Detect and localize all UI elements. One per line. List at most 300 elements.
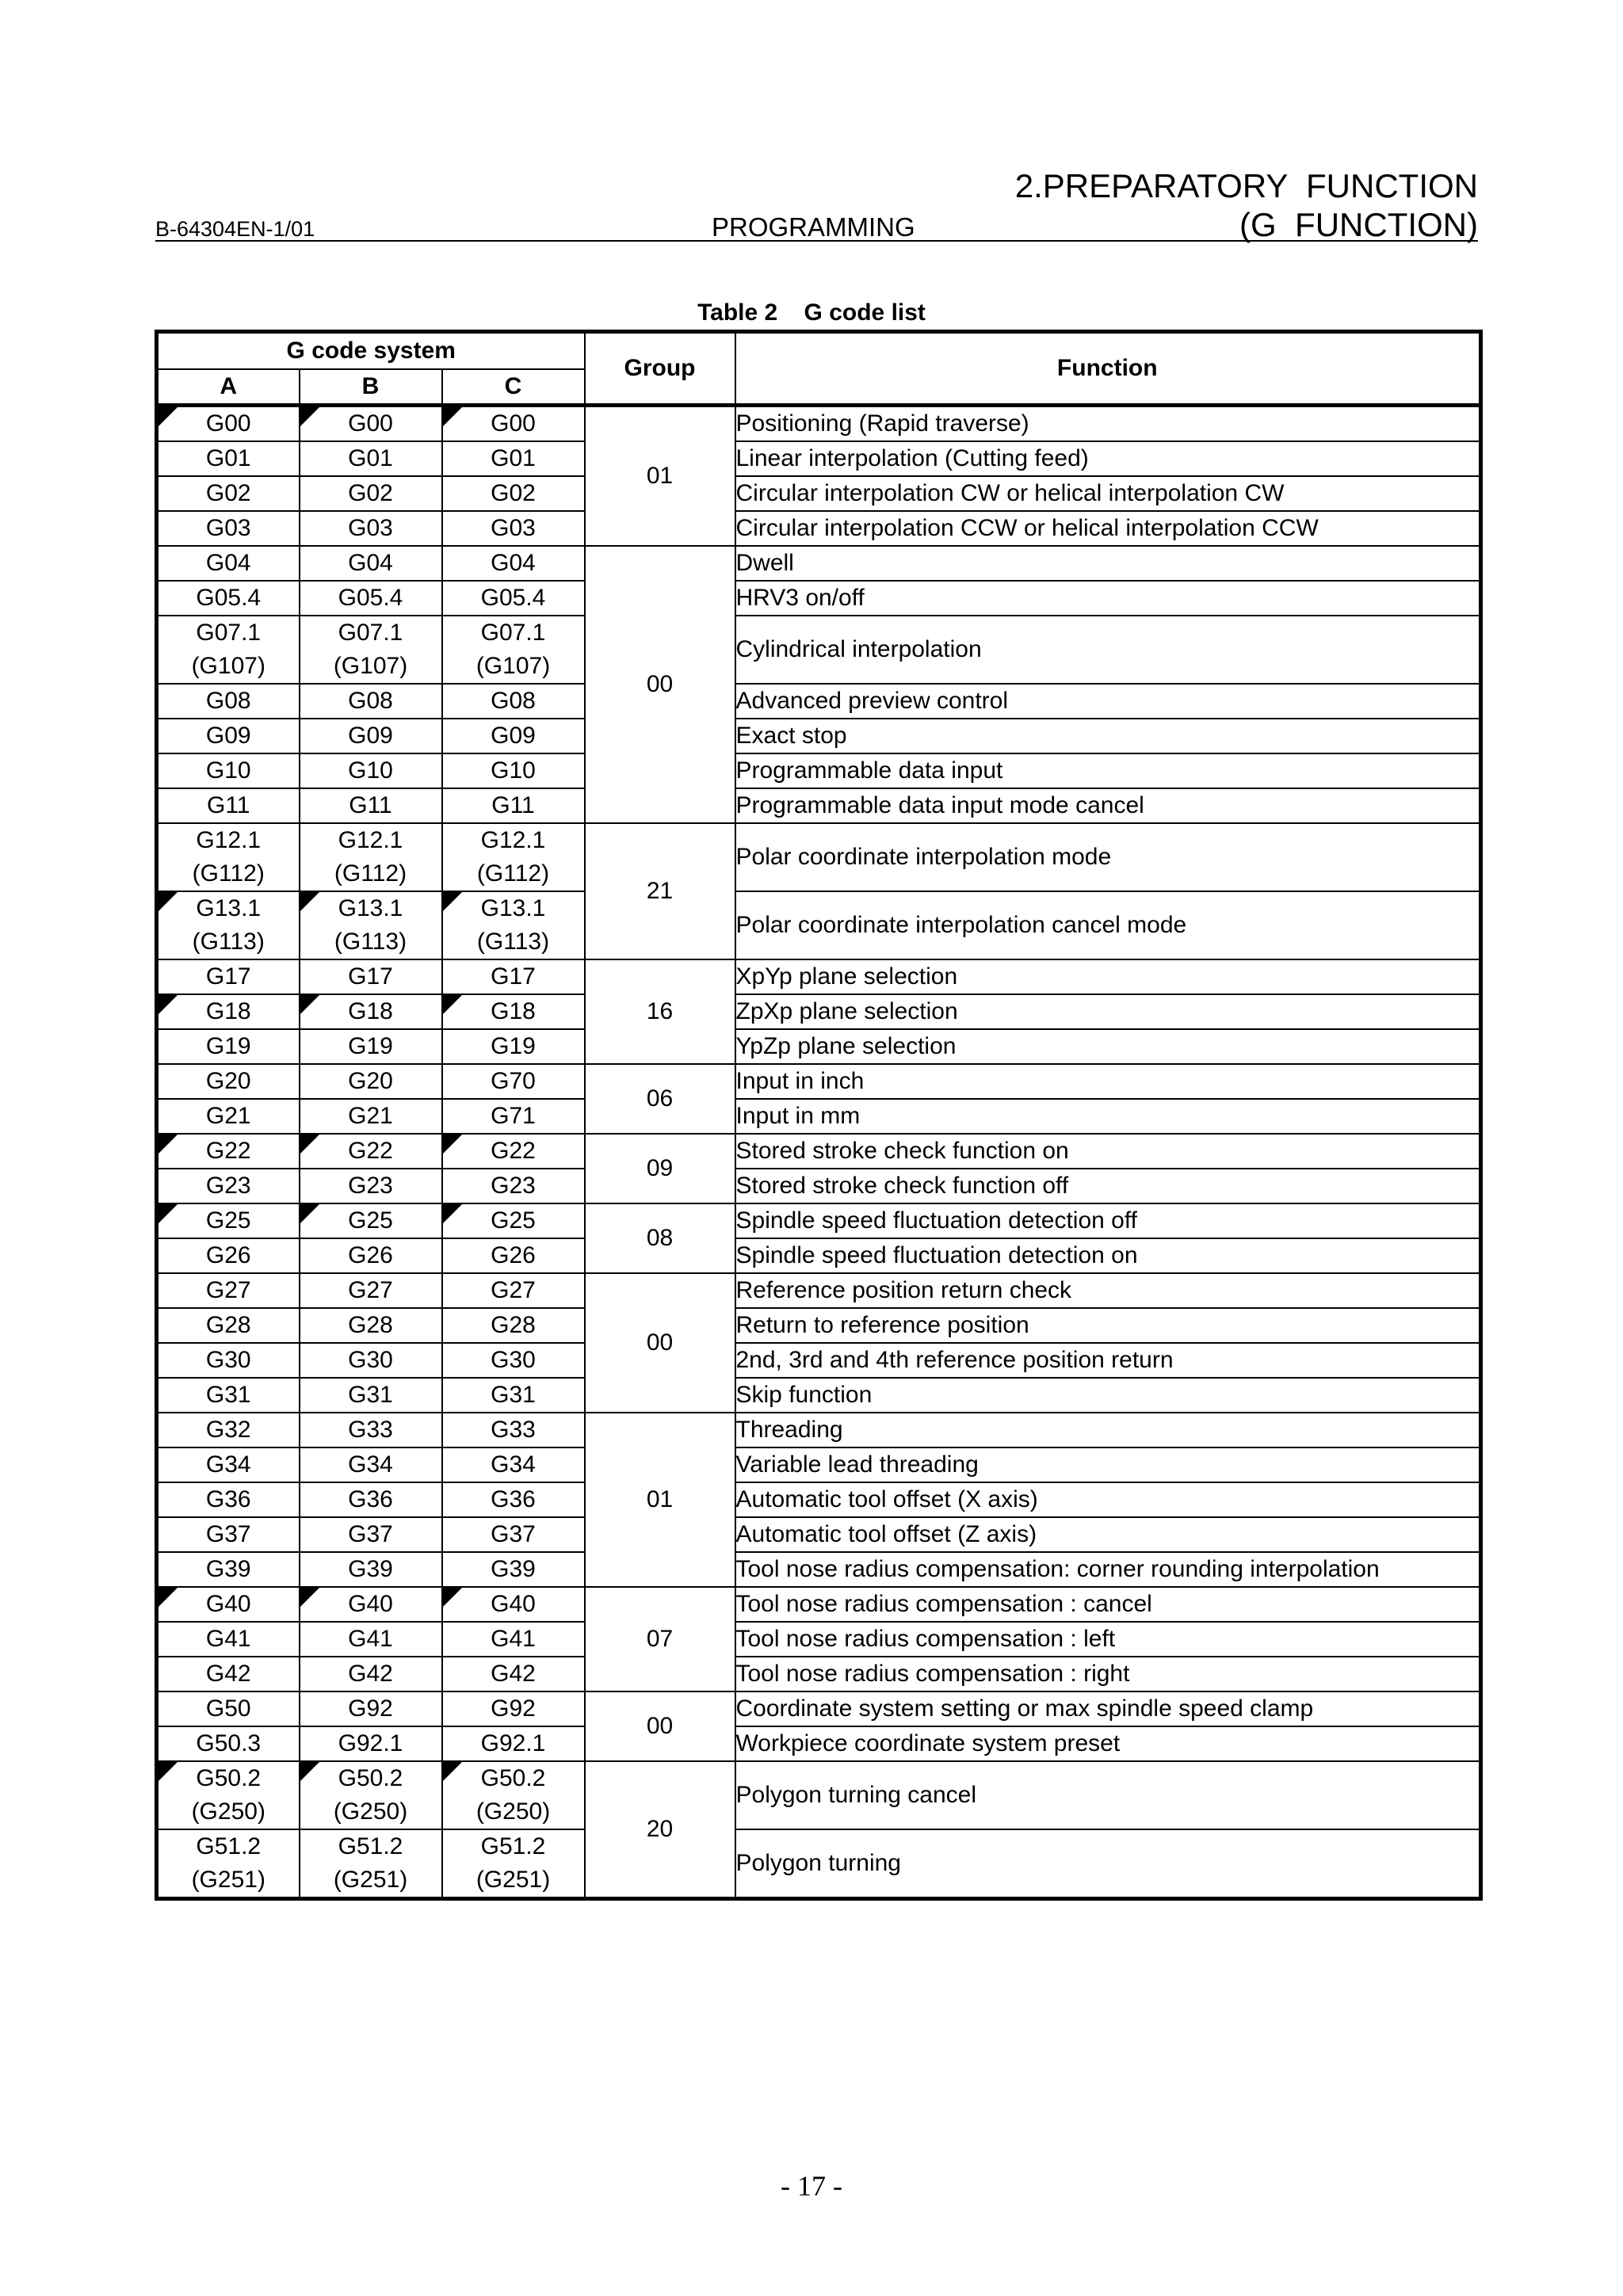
code-alias: (G112) <box>476 860 550 887</box>
code-value: G17 <box>205 963 251 990</box>
code-value: G23 <box>348 1173 393 1199</box>
code-value: G41 <box>205 1626 251 1652</box>
code-cell-a <box>157 441 300 476</box>
code-cell-a <box>157 546 300 581</box>
function-cell: Return to reference position <box>735 1308 1481 1343</box>
code-value: G28 <box>205 1312 251 1338</box>
group-cell: 01 <box>585 1413 735 1587</box>
table-row <box>157 1726 1481 1761</box>
function-cell: YpZp plane selection <box>735 1029 1481 1064</box>
code-cell-c <box>442 406 585 442</box>
initial-mode-marker-icon <box>443 407 462 426</box>
code-value: G92 <box>491 1695 536 1722</box>
code-value: G40 <box>348 1591 393 1617</box>
table-row <box>157 511 1481 546</box>
code-value: G23 <box>491 1173 536 1199</box>
code-cell-c <box>442 684 585 719</box>
function-cell: Threading <box>735 1413 1481 1447</box>
code-cell-c <box>442 1029 585 1064</box>
header-function: Function <box>735 332 1481 406</box>
code-cell-a <box>157 1308 300 1343</box>
code-cell-c <box>442 788 585 823</box>
code-value: G25 <box>205 1207 251 1234</box>
code-cell-b <box>300 581 442 616</box>
code-alias: (G251) <box>191 1867 265 1893</box>
code-value: G04 <box>348 550 393 576</box>
code-cell-c <box>442 1238 585 1273</box>
header-rule <box>155 240 1478 242</box>
function-cell: Tool nose radius compensation : cancel <box>735 1587 1481 1622</box>
code-value: G08 <box>491 688 536 714</box>
initial-mode-marker-icon <box>158 1588 178 1607</box>
group-cell: 20 <box>585 1761 735 1899</box>
code-cell-a <box>157 1829 300 1899</box>
initial-mode-marker-icon <box>443 995 462 1014</box>
code-cell-b <box>300 1169 442 1203</box>
header-group: Group <box>585 332 735 406</box>
chapter-title-line2: (G FUNCTION) <box>1239 206 1478 243</box>
code-value: G27 <box>491 1277 536 1303</box>
code-alias: (G251) <box>333 1867 408 1893</box>
initial-mode-marker-icon <box>300 1135 319 1154</box>
code-cell-b <box>300 1273 442 1308</box>
function-cell: Tool nose radius compensation : right <box>735 1657 1481 1691</box>
table-row <box>157 1064 1481 1099</box>
table-row <box>157 1308 1481 1343</box>
initial-mode-marker-icon <box>300 407 319 426</box>
code-value: G07.1 <box>480 620 546 646</box>
code-value: G26 <box>205 1242 251 1268</box>
code-cell-c <box>442 1447 585 1482</box>
initial-mode-marker-icon <box>158 1204 178 1223</box>
code-value: G51.2 <box>480 1833 546 1859</box>
table-row <box>157 1134 1481 1169</box>
initial-mode-marker-icon <box>158 1762 178 1781</box>
code-cell-b <box>300 1064 442 1099</box>
initial-mode-marker-icon <box>443 1762 462 1781</box>
code-value: G00 <box>205 410 251 437</box>
code-value: G05.4 <box>480 585 546 611</box>
code-cell-b <box>300 616 442 684</box>
code-cell-a <box>157 719 300 753</box>
code-value: G26 <box>348 1242 393 1268</box>
table-row <box>157 581 1481 616</box>
code-value: G17 <box>491 963 536 990</box>
code-value: G31 <box>205 1382 251 1408</box>
code-cell-c <box>442 1587 585 1622</box>
table-header <box>157 332 1481 406</box>
function-cell: Polygon turning <box>735 1829 1481 1899</box>
code-alias: (G107) <box>333 653 408 679</box>
code-value: G50.3 <box>196 1730 262 1756</box>
table-row <box>157 476 1481 511</box>
function-cell: Programmable data input mode cancel <box>735 788 1481 823</box>
code-value: G50.2 <box>480 1765 546 1791</box>
function-cell: Spindle speed fluctuation detection on <box>735 1238 1481 1273</box>
function-cell: Dwell <box>735 546 1481 581</box>
code-cell-b <box>300 1447 442 1482</box>
code-value: G13.1 <box>480 895 546 921</box>
group-cell: 00 <box>585 1691 735 1761</box>
code-cell-b <box>300 684 442 719</box>
code-cell-b <box>300 1482 442 1517</box>
code-value: G25 <box>348 1207 393 1234</box>
table-row <box>157 994 1481 1029</box>
code-value: G25 <box>491 1207 536 1234</box>
function-cell: Tool nose radius compensation : left <box>735 1622 1481 1657</box>
code-value: G32 <box>205 1417 251 1443</box>
group-cell: 08 <box>585 1203 735 1273</box>
code-cell-c <box>442 1134 585 1169</box>
code-cell-c <box>442 1726 585 1761</box>
code-cell-a <box>157 1238 300 1273</box>
table-row <box>157 1622 1481 1657</box>
code-cell-c <box>442 891 585 959</box>
group-cell: 07 <box>585 1587 735 1691</box>
header-system-a: A <box>157 369 300 406</box>
initial-mode-marker-icon <box>158 892 178 911</box>
code-cell-a <box>157 1099 300 1134</box>
code-value: G11 <box>491 792 535 818</box>
code-cell-c <box>442 546 585 581</box>
table-row <box>157 1029 1481 1064</box>
table-row <box>157 788 1481 823</box>
initial-mode-marker-icon <box>443 1135 462 1154</box>
code-cell-b <box>300 1413 442 1447</box>
function-cell: Skip function <box>735 1378 1481 1413</box>
chapter-title <box>1015 166 1478 244</box>
code-cell-b <box>300 1343 442 1378</box>
table-row <box>157 1203 1481 1238</box>
table-row <box>157 441 1481 476</box>
code-value: G03 <box>205 515 251 541</box>
code-cell-b <box>300 1099 442 1134</box>
code-value: G27 <box>348 1277 393 1303</box>
code-cell-a <box>157 1134 300 1169</box>
code-value: G50.2 <box>338 1765 403 1791</box>
table-row <box>157 1691 1481 1726</box>
code-value: G70 <box>491 1068 536 1094</box>
code-value: G51.2 <box>196 1833 262 1859</box>
code-alias: (G107) <box>475 653 551 679</box>
code-value: G34 <box>491 1451 536 1478</box>
code-alias: (G113) <box>334 929 407 955</box>
function-cell: HRV3 on/off <box>735 581 1481 616</box>
code-cell-b <box>300 823 442 891</box>
code-cell-c <box>442 1552 585 1587</box>
header-system-c: C <box>442 369 585 406</box>
function-cell: Input in mm <box>735 1099 1481 1134</box>
code-value: G22 <box>348 1138 393 1164</box>
initial-mode-marker-icon <box>300 1204 319 1223</box>
code-alias: (G113) <box>192 929 265 955</box>
code-cell-c <box>442 1308 585 1343</box>
code-cell-c <box>442 1099 585 1134</box>
code-cell-a <box>157 1691 300 1726</box>
function-cell: XpYp plane selection <box>735 959 1481 994</box>
code-value: G04 <box>491 550 536 576</box>
function-cell: ZpXp plane selection <box>735 994 1481 1029</box>
code-value: G28 <box>491 1312 536 1338</box>
code-cell-a <box>157 1761 300 1829</box>
table-row <box>157 1378 1481 1413</box>
code-cell-a <box>157 684 300 719</box>
code-value: G40 <box>205 1591 251 1617</box>
code-cell-a <box>157 1029 300 1064</box>
code-value: G12.1 <box>196 827 262 853</box>
code-value: G92 <box>348 1695 393 1722</box>
code-cell-c <box>442 753 585 788</box>
code-cell-c <box>442 1203 585 1238</box>
code-value: G36 <box>348 1486 393 1512</box>
code-value: G09 <box>205 723 251 749</box>
code-cell-a <box>157 1552 300 1587</box>
code-value: G31 <box>491 1382 536 1408</box>
code-cell-a <box>157 1726 300 1761</box>
code-alias: (G251) <box>475 1867 551 1893</box>
table-row <box>157 406 1481 442</box>
code-value: G50 <box>205 1695 251 1722</box>
code-cell-b <box>300 719 442 753</box>
code-value: G05.4 <box>196 585 262 611</box>
code-value: G33 <box>491 1417 536 1443</box>
code-cell-a <box>157 511 300 546</box>
code-value: G21 <box>205 1103 251 1129</box>
code-cell-c <box>442 959 585 994</box>
code-cell-a <box>157 823 300 891</box>
code-cell-c <box>442 1413 585 1447</box>
function-cell: Polygon turning cancel <box>735 1761 1481 1829</box>
code-cell-b <box>300 1552 442 1587</box>
code-value: G20 <box>348 1068 393 1094</box>
code-value: G33 <box>348 1417 393 1443</box>
code-value: G37 <box>205 1521 251 1547</box>
code-value: G09 <box>491 723 536 749</box>
function-cell: Spindle speed fluctuation detection off <box>735 1203 1481 1238</box>
code-value: G37 <box>348 1521 393 1547</box>
initial-mode-marker-icon <box>158 995 178 1014</box>
function-cell: Polar coordinate interpolation cancel mode <box>735 891 1481 959</box>
code-cell-c <box>442 511 585 546</box>
table-row <box>157 1829 1481 1899</box>
header-system-b: B <box>300 369 442 406</box>
initial-mode-marker-icon <box>158 1135 178 1154</box>
code-cell-a <box>157 1203 300 1238</box>
code-cell-a <box>157 1657 300 1691</box>
code-value: G71 <box>491 1103 536 1129</box>
code-alias: (G112) <box>334 860 407 887</box>
code-value: G10 <box>205 757 251 784</box>
function-cell: Advanced preview control <box>735 684 1481 719</box>
code-value: G01 <box>491 445 536 471</box>
function-cell: Programmable data input <box>735 753 1481 788</box>
function-cell: Variable lead threading <box>735 1447 1481 1482</box>
header-g-code-system: G code system <box>157 332 585 370</box>
initial-mode-marker-icon <box>300 1588 319 1607</box>
code-cell-c <box>442 1761 585 1829</box>
code-alias: (G113) <box>476 929 550 955</box>
function-cell: Automatic tool offset (X axis) <box>735 1482 1481 1517</box>
initial-mode-marker-icon <box>158 407 178 426</box>
code-value: G13.1 <box>338 895 403 921</box>
code-cell-a <box>157 1587 300 1622</box>
function-cell: Cylindrical interpolation <box>735 616 1481 684</box>
code-cell-c <box>442 1343 585 1378</box>
code-cell-c <box>442 1064 585 1099</box>
code-cell-c <box>442 1622 585 1657</box>
code-value: G03 <box>348 515 393 541</box>
code-cell-a <box>157 1064 300 1099</box>
code-cell-b <box>300 959 442 994</box>
code-value: G11 <box>349 792 392 818</box>
function-cell: Stored stroke check function off <box>735 1169 1481 1203</box>
initial-mode-marker-icon <box>443 892 462 911</box>
code-cell-b <box>300 1726 442 1761</box>
function-cell: Workpiece coordinate system preset <box>735 1726 1481 1761</box>
code-alias: (G107) <box>191 653 265 679</box>
code-cell-a <box>157 1447 300 1482</box>
code-value: G02 <box>205 480 251 506</box>
code-value: G39 <box>491 1556 536 1582</box>
code-cell-c <box>442 616 585 684</box>
code-value: G18 <box>205 998 251 1024</box>
code-value: G05.4 <box>338 585 403 611</box>
function-cell: Automatic tool offset (Z axis) <box>735 1517 1481 1552</box>
code-cell-a <box>157 1378 300 1413</box>
table-row <box>157 1657 1481 1691</box>
code-cell-b <box>300 1829 442 1899</box>
code-value: G01 <box>348 445 393 471</box>
code-value: G28 <box>348 1312 393 1338</box>
code-value: G20 <box>205 1068 251 1094</box>
code-value: G13.1 <box>196 895 262 921</box>
group-cell: 09 <box>585 1134 735 1203</box>
code-value: G40 <box>491 1591 536 1617</box>
document-id: B-64304EN-1/01 <box>155 217 315 241</box>
code-value: G07.1 <box>338 620 403 646</box>
code-value: G41 <box>491 1626 536 1652</box>
code-cell-a <box>157 788 300 823</box>
code-value: G10 <box>491 757 536 784</box>
code-value: G22 <box>491 1138 536 1164</box>
code-cell-b <box>300 476 442 511</box>
code-value: G02 <box>491 480 536 506</box>
code-alias: (G250) <box>191 1798 265 1825</box>
code-cell-b <box>300 1587 442 1622</box>
code-cell-c <box>442 1169 585 1203</box>
code-value: G36 <box>205 1486 251 1512</box>
initial-mode-marker-icon <box>300 995 319 1014</box>
code-cell-a <box>157 1413 300 1447</box>
code-cell-b <box>300 546 442 581</box>
code-cell-c <box>442 1691 585 1726</box>
code-value: G36 <box>491 1486 536 1512</box>
table-row <box>157 1099 1481 1134</box>
code-alias: (G250) <box>475 1798 551 1825</box>
code-cell-a <box>157 616 300 684</box>
code-value: G41 <box>348 1626 393 1652</box>
table-row <box>157 684 1481 719</box>
code-value: G30 <box>491 1347 536 1373</box>
code-value: G19 <box>348 1033 393 1059</box>
code-value: G39 <box>205 1556 251 1582</box>
code-cell-c <box>442 823 585 891</box>
initial-mode-marker-icon <box>443 1588 462 1607</box>
code-value: G50.2 <box>196 1765 262 1791</box>
code-cell-b <box>300 1657 442 1691</box>
code-cell-b <box>300 1517 442 1552</box>
code-cell-b <box>300 1622 442 1657</box>
code-value: G17 <box>348 963 393 990</box>
code-value: G00 <box>348 410 393 437</box>
code-cell-a <box>157 994 300 1029</box>
table-row <box>157 959 1481 994</box>
table-row <box>157 1343 1481 1378</box>
code-value: G27 <box>205 1277 251 1303</box>
code-value: G51.2 <box>338 1833 403 1859</box>
function-cell: Linear interpolation (Cutting feed) <box>735 441 1481 476</box>
code-value: G12.1 <box>480 827 546 853</box>
code-cell-c <box>442 1517 585 1552</box>
code-value: G42 <box>491 1661 536 1687</box>
code-value: G30 <box>348 1347 393 1373</box>
code-value: G09 <box>348 723 393 749</box>
code-value: G34 <box>205 1451 251 1478</box>
code-cell-a <box>157 476 300 511</box>
group-cell: 06 <box>585 1064 735 1134</box>
code-value: G42 <box>205 1661 251 1687</box>
initial-mode-marker-icon <box>300 892 319 911</box>
table-row <box>157 823 1481 891</box>
code-value: G23 <box>205 1173 251 1199</box>
code-cell-b <box>300 891 442 959</box>
table-row <box>157 1447 1481 1482</box>
code-cell-b <box>300 1134 442 1169</box>
function-cell: Input in inch <box>735 1064 1481 1099</box>
code-cell-a <box>157 1482 300 1517</box>
code-value: G12.1 <box>338 827 403 853</box>
code-cell-c <box>442 581 585 616</box>
table-row <box>157 616 1481 684</box>
chapter-title-line1: 2.PREPARATORY FUNCTION <box>1014 167 1478 204</box>
code-value: G02 <box>348 480 393 506</box>
code-cell-b <box>300 1691 442 1726</box>
table-body <box>157 406 1481 1899</box>
group-cell: 16 <box>585 959 735 1064</box>
code-cell-c <box>442 1482 585 1517</box>
table-row <box>157 1273 1481 1308</box>
code-cell-b <box>300 1761 442 1829</box>
code-value: G19 <box>491 1033 536 1059</box>
function-cell: Coordinate system setting or max spindle speed clamp <box>735 1691 1481 1726</box>
function-cell: Reference position return check <box>735 1273 1481 1308</box>
table-row <box>157 1552 1481 1587</box>
initial-mode-marker-icon <box>300 1762 319 1781</box>
code-value: G08 <box>205 688 251 714</box>
table-row <box>157 891 1481 959</box>
function-cell: Stored stroke check function on <box>735 1134 1481 1169</box>
code-cell-b <box>300 1308 442 1343</box>
function-cell: Polar coordinate interpolation mode <box>735 823 1481 891</box>
table-row <box>157 719 1481 753</box>
code-value: G00 <box>491 410 536 437</box>
code-value: G39 <box>348 1556 393 1582</box>
code-value: G08 <box>348 688 393 714</box>
code-cell-b <box>300 441 442 476</box>
code-cell-b <box>300 1238 442 1273</box>
code-value: G30 <box>205 1347 251 1373</box>
code-value: G92.1 <box>338 1730 403 1756</box>
